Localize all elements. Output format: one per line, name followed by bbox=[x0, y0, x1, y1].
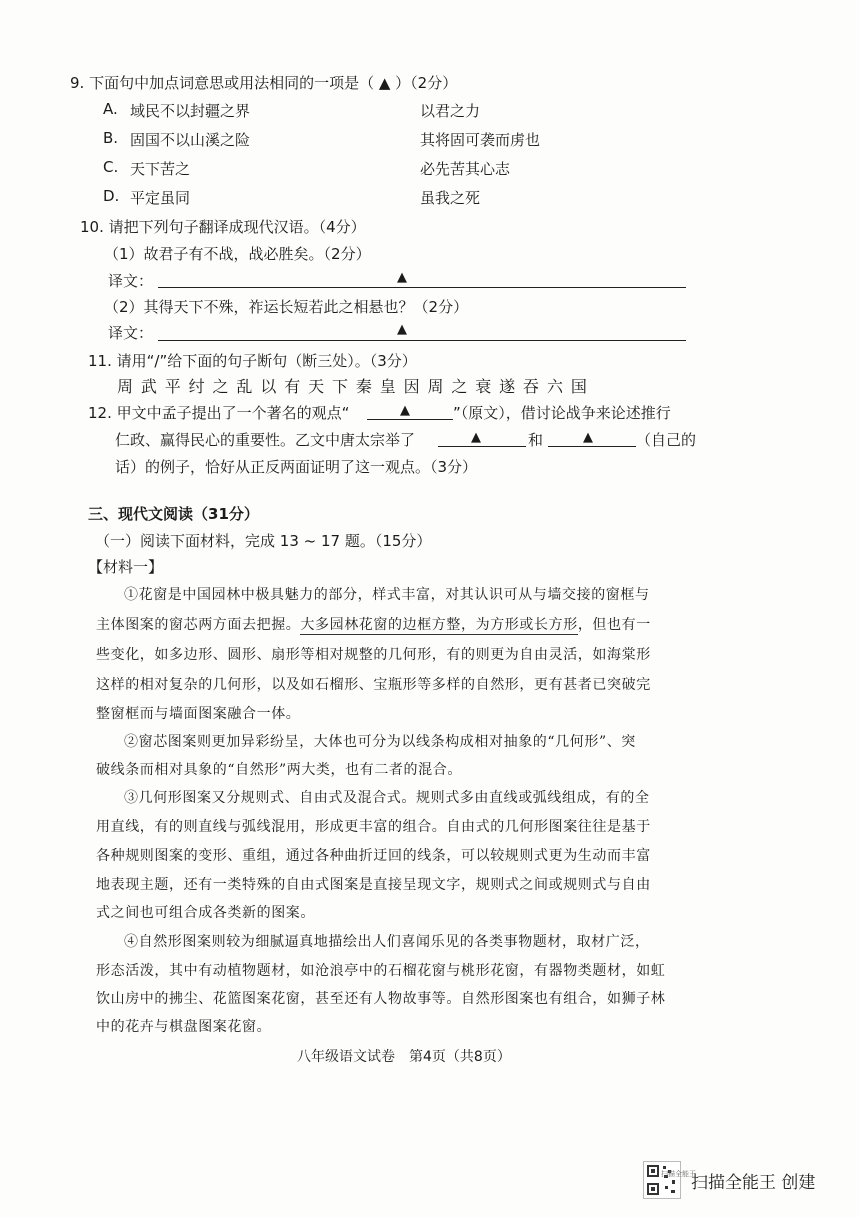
p1-line2-a: 主体图案的窗芯两方面去把握。 bbox=[96, 617, 301, 633]
q9-option-b-label: B. bbox=[103, 129, 119, 147]
q10-stem: 10. 请把下列句子翻译成现代汉语。（4分） bbox=[80, 218, 366, 236]
q10-sub2: （2）其得天下不殊，祚运长短若此之相悬也？（2分） bbox=[104, 298, 469, 316]
q11-sentence: 周 武 平 纣 之 乱 以 有 天 下 秦 皇 因 周 之 衰 遂 吞 六 国 bbox=[117, 377, 589, 396]
q11-stem: 11. 请用“/”给下面的句子断句（断三处）。（3分） bbox=[88, 352, 417, 370]
scanner-logo-icon bbox=[643, 1161, 681, 1199]
p1-line1: ①花窗是中国园林中极具魅力的部分，样式丰富，对其认识可从与墙交接的窗框与 bbox=[124, 587, 650, 603]
q12-line2-b: 和 bbox=[528, 431, 544, 449]
p3-line2: 用直线，有的则直线与弧线混用，形成更丰富的组合。自由式的几何形图案往往是基于 bbox=[96, 819, 651, 835]
p4-line4: 中的花卉与棋盘图案花窗。 bbox=[96, 1019, 272, 1035]
q9-option-d-right: 虽我之死 bbox=[420, 189, 481, 207]
q9-option-a-label: A. bbox=[103, 100, 118, 118]
q10-answer2-blank[interactable] bbox=[158, 340, 686, 341]
q12-blank-quote[interactable] bbox=[367, 419, 453, 420]
q9-option-c-label: C. bbox=[103, 158, 119, 176]
q10-answer2-label: 译文： bbox=[108, 324, 154, 342]
q12-line1-b: ”（原文），借讨论战争来论述推行 bbox=[453, 404, 671, 422]
q12-line3: 话）的例子，恰好从正反两面证明了这一观点。（3分） bbox=[115, 458, 478, 476]
q9-option-d-label: D. bbox=[103, 187, 120, 205]
p2-line2: 破线条而相对具象的“自然形”两大类，也有二者的混合。 bbox=[96, 762, 462, 778]
q9-option-c-left: 天下苦之 bbox=[130, 160, 191, 178]
q9-stem: 9. 下面句中加点词意思或用法相同的一项是（ ▲ ）（2分） bbox=[70, 74, 458, 92]
q9-option-a-right: 以君之力 bbox=[420, 102, 481, 120]
p3-line3: 各种规则图案的变形、重组，通过各种曲折迂回的线条，可以较规则式更为生动而丰富 bbox=[96, 848, 651, 864]
q10-answer2-mark: ▲ bbox=[397, 322, 407, 337]
q12-mark-example2: ▲ bbox=[583, 430, 593, 445]
q9-option-d-left: 平定虽同 bbox=[130, 189, 191, 207]
page-footer: 八年级语文试卷 第4页（共8页） bbox=[297, 1049, 511, 1065]
q10-sub1: （1）故君子有不战，战必胜矣。（2分） bbox=[104, 245, 371, 263]
q10-answer1-label: 译文： bbox=[108, 272, 154, 290]
p3-line4: 地表现主题，还有一类特殊的自由式图案是直接呈现文字，规则式之间或规则式与自由 bbox=[96, 877, 651, 893]
p1-line4: 这样的相对复杂的几何形，以及如石榴形、宝瓶形等多样的自然形，更有甚者已突破完 bbox=[96, 677, 651, 693]
p1-line3: 些变化，如多边形、圆形、扇形等相对规整的几何形，有的则更为自由灵活，如海棠形 bbox=[96, 647, 651, 663]
q12-blank-example2[interactable] bbox=[548, 446, 636, 447]
p3-line5: 式之间也可组合成各类新的图案。 bbox=[96, 905, 315, 921]
section-title: 三、现代文阅读（31分） bbox=[88, 505, 259, 523]
p1-line2-b: ，但也有一 bbox=[577, 617, 651, 633]
p4-line2: 形态活泼，其中有动植物题材，如沧浪亭中的石榴花窗与桃形花窗，有器物类题材，如虹 bbox=[96, 963, 666, 979]
p1-line5: 整窗框而与墙面图案融合一体。 bbox=[96, 706, 301, 722]
q12-line1-a: 12. 甲文中孟子提出了一个著名的观点“ bbox=[88, 404, 350, 422]
q10-answer1-mark: ▲ bbox=[397, 270, 407, 285]
q9-option-b-left: 固国不以山溪之险 bbox=[130, 131, 251, 149]
q9-option-c-right: 必先苦其心志 bbox=[420, 160, 511, 178]
p1-line2 bbox=[96, 614, 651, 634]
p3-line1: ③几何形图案又分规则式、自由式及混合式。规则式多由直线或弧线组成，有的全 bbox=[124, 790, 650, 806]
q9-option-a-left: 域民不以封疆之界 bbox=[130, 102, 251, 120]
p4-line3: 饮山房中的拂尘、花篮图案花窗，甚至还有人物故事等。自然形图案也有组合，如狮子林 bbox=[96, 991, 666, 1007]
q12-line2-a: 仁政、赢得民心的重要性。乙文中唐太宗举了 bbox=[115, 431, 416, 449]
p4-line1: ④自然形图案则较为细腻逼真地描绘出人们喜闻乐见的各类事物题材，取材广泛， bbox=[124, 934, 650, 950]
scanner-badge-text: 扫描全能王 bbox=[661, 1170, 696, 1178]
q12-blank-example1[interactable] bbox=[438, 446, 526, 447]
p1-underlined-sentence: 大多园林花窗的边框方整，为方形或长方形 bbox=[300, 617, 578, 633]
q9-option-b-right: 其将固可袭而虏也 bbox=[420, 131, 541, 149]
q10-answer1-blank[interactable] bbox=[158, 287, 686, 288]
material-heading: 【材料一】 bbox=[88, 558, 164, 576]
scanner-watermark-text: 扫描全能王 创建 bbox=[691, 1173, 816, 1193]
section-subtitle: （一）阅读下面材料，完成 13 ~ 17 题。（15分） bbox=[95, 532, 432, 550]
p2-line1: ②窗芯图案则更加异彩纷呈，大体也可分为以线条构成相对抽象的“几何形”、突 bbox=[124, 734, 636, 750]
q12-mark-example1: ▲ bbox=[471, 430, 481, 445]
q12-mark-quote: ▲ bbox=[400, 403, 410, 418]
q12-line2-c: （自己的 bbox=[636, 431, 697, 449]
